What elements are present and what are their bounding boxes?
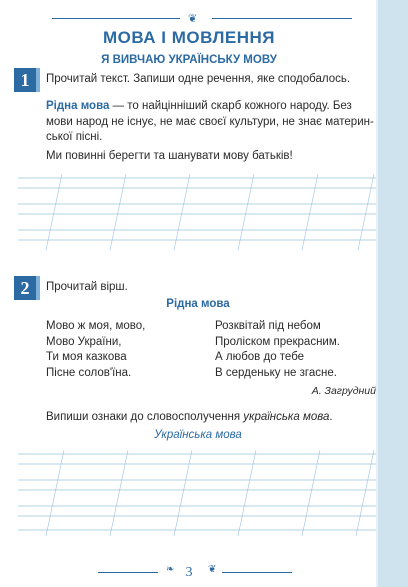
section-subtitle: Я ВИВЧАЮ УКРАЇНСЬКУ МОВУ <box>101 54 277 66</box>
exercise-suffix: . <box>329 411 333 423</box>
poem-line: В серденьку не згасне. <box>215 366 337 379</box>
answer-label: Українська мова <box>154 429 242 441</box>
footer-rule-right <box>222 572 292 573</box>
top-ornament-rule <box>52 14 352 24</box>
term-native-language: Рідна мова <box>46 100 110 112</box>
poem-line: Ти моя казкова <box>46 351 127 363</box>
page-number: 3 <box>185 565 193 580</box>
task-number-2: 2 <box>14 276 36 300</box>
task1-sentence: Ми повинні берегти та шанувати мову батьків! <box>46 150 293 162</box>
leaf-ornament-icon: ❦ <box>188 12 198 25</box>
exercise-phrase: українська мова <box>243 411 330 423</box>
paragraph-line-1: — то найцінніший скарб кожного народу. Без <box>109 100 352 112</box>
writing-area-2[interactable] <box>18 448 376 540</box>
task-number-1: 1 <box>14 68 36 92</box>
poem-line: Мово ж моя, мово, <box>46 320 146 332</box>
page-title: МОВА І МОВЛЕННЯ <box>102 28 276 47</box>
poem-line: Мово України, <box>46 335 122 348</box>
paragraph-line-2: мови народ не існує, не має своєї культури, не знає материн- <box>46 115 374 128</box>
paragraph-line-3: ської пісні. <box>46 131 103 143</box>
footer-ornament-icon: ❧ <box>166 564 175 575</box>
side-stripe <box>378 0 408 587</box>
poem-line: Пісне солов'їна. <box>46 366 132 379</box>
poem-column-right <box>215 319 375 381</box>
task1-instruction: Прочитай текст. Запиши одне речення, яке сподобалось. <box>46 73 351 85</box>
poem-column-left <box>46 319 206 381</box>
task1-paragraph <box>46 99 376 146</box>
footer-ornament-icon: ❦ <box>208 564 217 575</box>
task2-exercise <box>46 410 376 426</box>
task2-instruction: Прочитай вірш. <box>46 281 128 293</box>
poem-title: Рідна мова <box>166 298 230 310</box>
poem-author: А. Загрудний <box>311 385 376 397</box>
poem-line: А любов до тебе <box>215 351 305 363</box>
exercise-text: Випиши ознаки до словосполучення <box>46 411 244 423</box>
poem-line: Проліском прекрасним. <box>215 335 340 348</box>
poem-line: Розквітай під небом <box>215 320 321 332</box>
writing-area-1[interactable] <box>18 172 376 250</box>
